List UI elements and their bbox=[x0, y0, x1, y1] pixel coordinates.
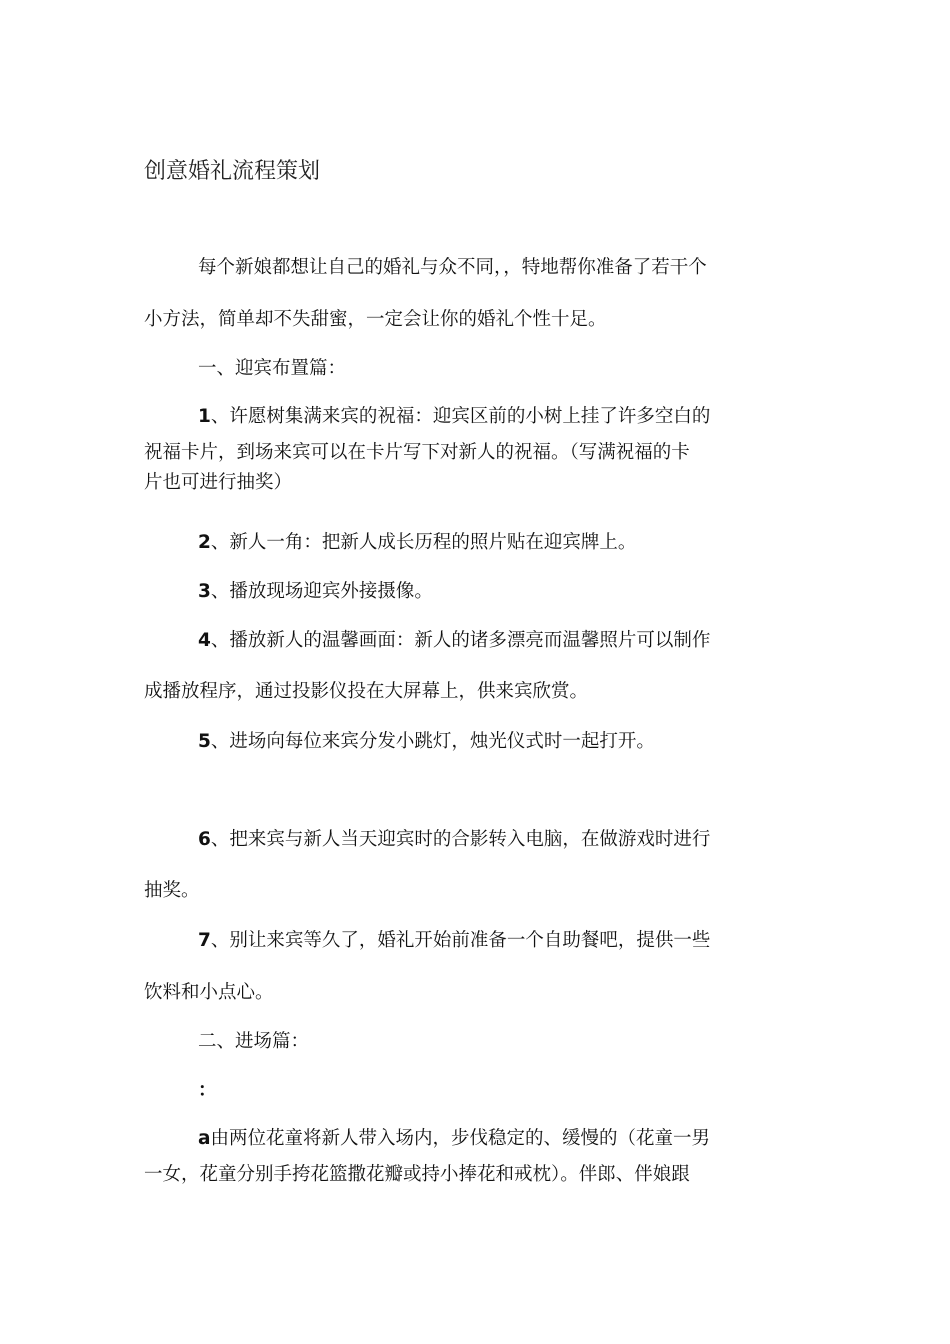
item-number: 5 bbox=[198, 731, 211, 752]
text-line bbox=[144, 580, 804, 604]
list-item-5 bbox=[144, 730, 804, 754]
section-heading-entrance bbox=[144, 1030, 804, 1054]
list-item-7 bbox=[144, 929, 804, 1005]
item-number: 4 bbox=[198, 630, 211, 651]
item-text: 、别让来宾等久了，婚礼开始前准备一个自助餐吧，提供一些 bbox=[210, 930, 711, 951]
paragraph-intro bbox=[144, 256, 804, 332]
item-text: 、播放现场迎宾外接摄像。 bbox=[210, 581, 433, 602]
text-line: ： bbox=[198, 1080, 217, 1101]
text-line: 饮料和小点心。 bbox=[144, 982, 274, 1003]
document-title: 创意婚礼流程策划 bbox=[144, 159, 321, 184]
list-item-1 bbox=[144, 405, 804, 495]
text-line bbox=[144, 629, 804, 653]
text-line: 抽奖。 bbox=[144, 880, 200, 901]
text-line: 一女，花童分别手挎花篮撒花瓣或持小捧花和戒枕）。伴郎、伴娘跟 bbox=[144, 1164, 690, 1185]
text-line: 一、迎宾布置篇： bbox=[198, 358, 347, 379]
item-number: 1 bbox=[198, 406, 211, 427]
list-item-6 bbox=[144, 828, 804, 903]
text-line: 每个新娘都想让自己的婚礼与众不同，，特地帮你准备了若干个 bbox=[198, 257, 707, 278]
text-line: 片也可进行抽奖） bbox=[144, 472, 293, 493]
item-number: a bbox=[198, 1128, 211, 1149]
item-number: 6 bbox=[198, 829, 211, 850]
item-number: 2 bbox=[198, 532, 211, 553]
list-item-2 bbox=[144, 531, 804, 555]
list-item-a bbox=[144, 1127, 804, 1187]
text-line: 祝福卡片，到场来宾可以在卡片写下对新人的祝福。（写满祝福的卡 bbox=[144, 442, 690, 463]
section-heading-welcome bbox=[144, 357, 804, 381]
text-line bbox=[144, 929, 804, 953]
item-text: 、把来宾与新人当天迎宾时的合影转入电脑，在做游戏时进行 bbox=[210, 829, 711, 850]
text-line bbox=[144, 405, 804, 429]
item-text: 、新人一角：把新人成长历程的照片贴在迎宾牌上。 bbox=[210, 532, 637, 553]
text-line bbox=[144, 1127, 804, 1151]
item-text: 由两位花童将新人带入场内，步伐稳定的、缓慢的（花童一男 bbox=[210, 1128, 710, 1149]
text-line: 小方法，简单却不失甜蜜，一定会让你的婚礼个性十足。 bbox=[144, 309, 607, 330]
text-line bbox=[144, 531, 804, 555]
text-line: 二、进场篇： bbox=[198, 1031, 310, 1052]
text-line bbox=[144, 730, 804, 754]
text-line bbox=[144, 828, 804, 852]
text-line: 成播放程序，通过投影仪投在大屏幕上，供来宾欣赏。 bbox=[144, 681, 589, 702]
item-text: 、播放新人的温馨画面：新人的诸多漂亮而温馨照片可以制作 bbox=[210, 630, 711, 651]
paragraph-colon bbox=[144, 1079, 804, 1103]
item-number: 7 bbox=[198, 930, 211, 951]
list-item-4 bbox=[144, 629, 804, 704]
item-number: 3 bbox=[198, 581, 211, 602]
item-text: 、进场向每位来宾分发小跳灯，烛光仪式时一起打开。 bbox=[210, 731, 655, 752]
item-text: 、许愿树集满来宾的祝福：迎宾区前的小树上挂了许多空白的 bbox=[210, 406, 711, 427]
list-item-3 bbox=[144, 580, 804, 604]
